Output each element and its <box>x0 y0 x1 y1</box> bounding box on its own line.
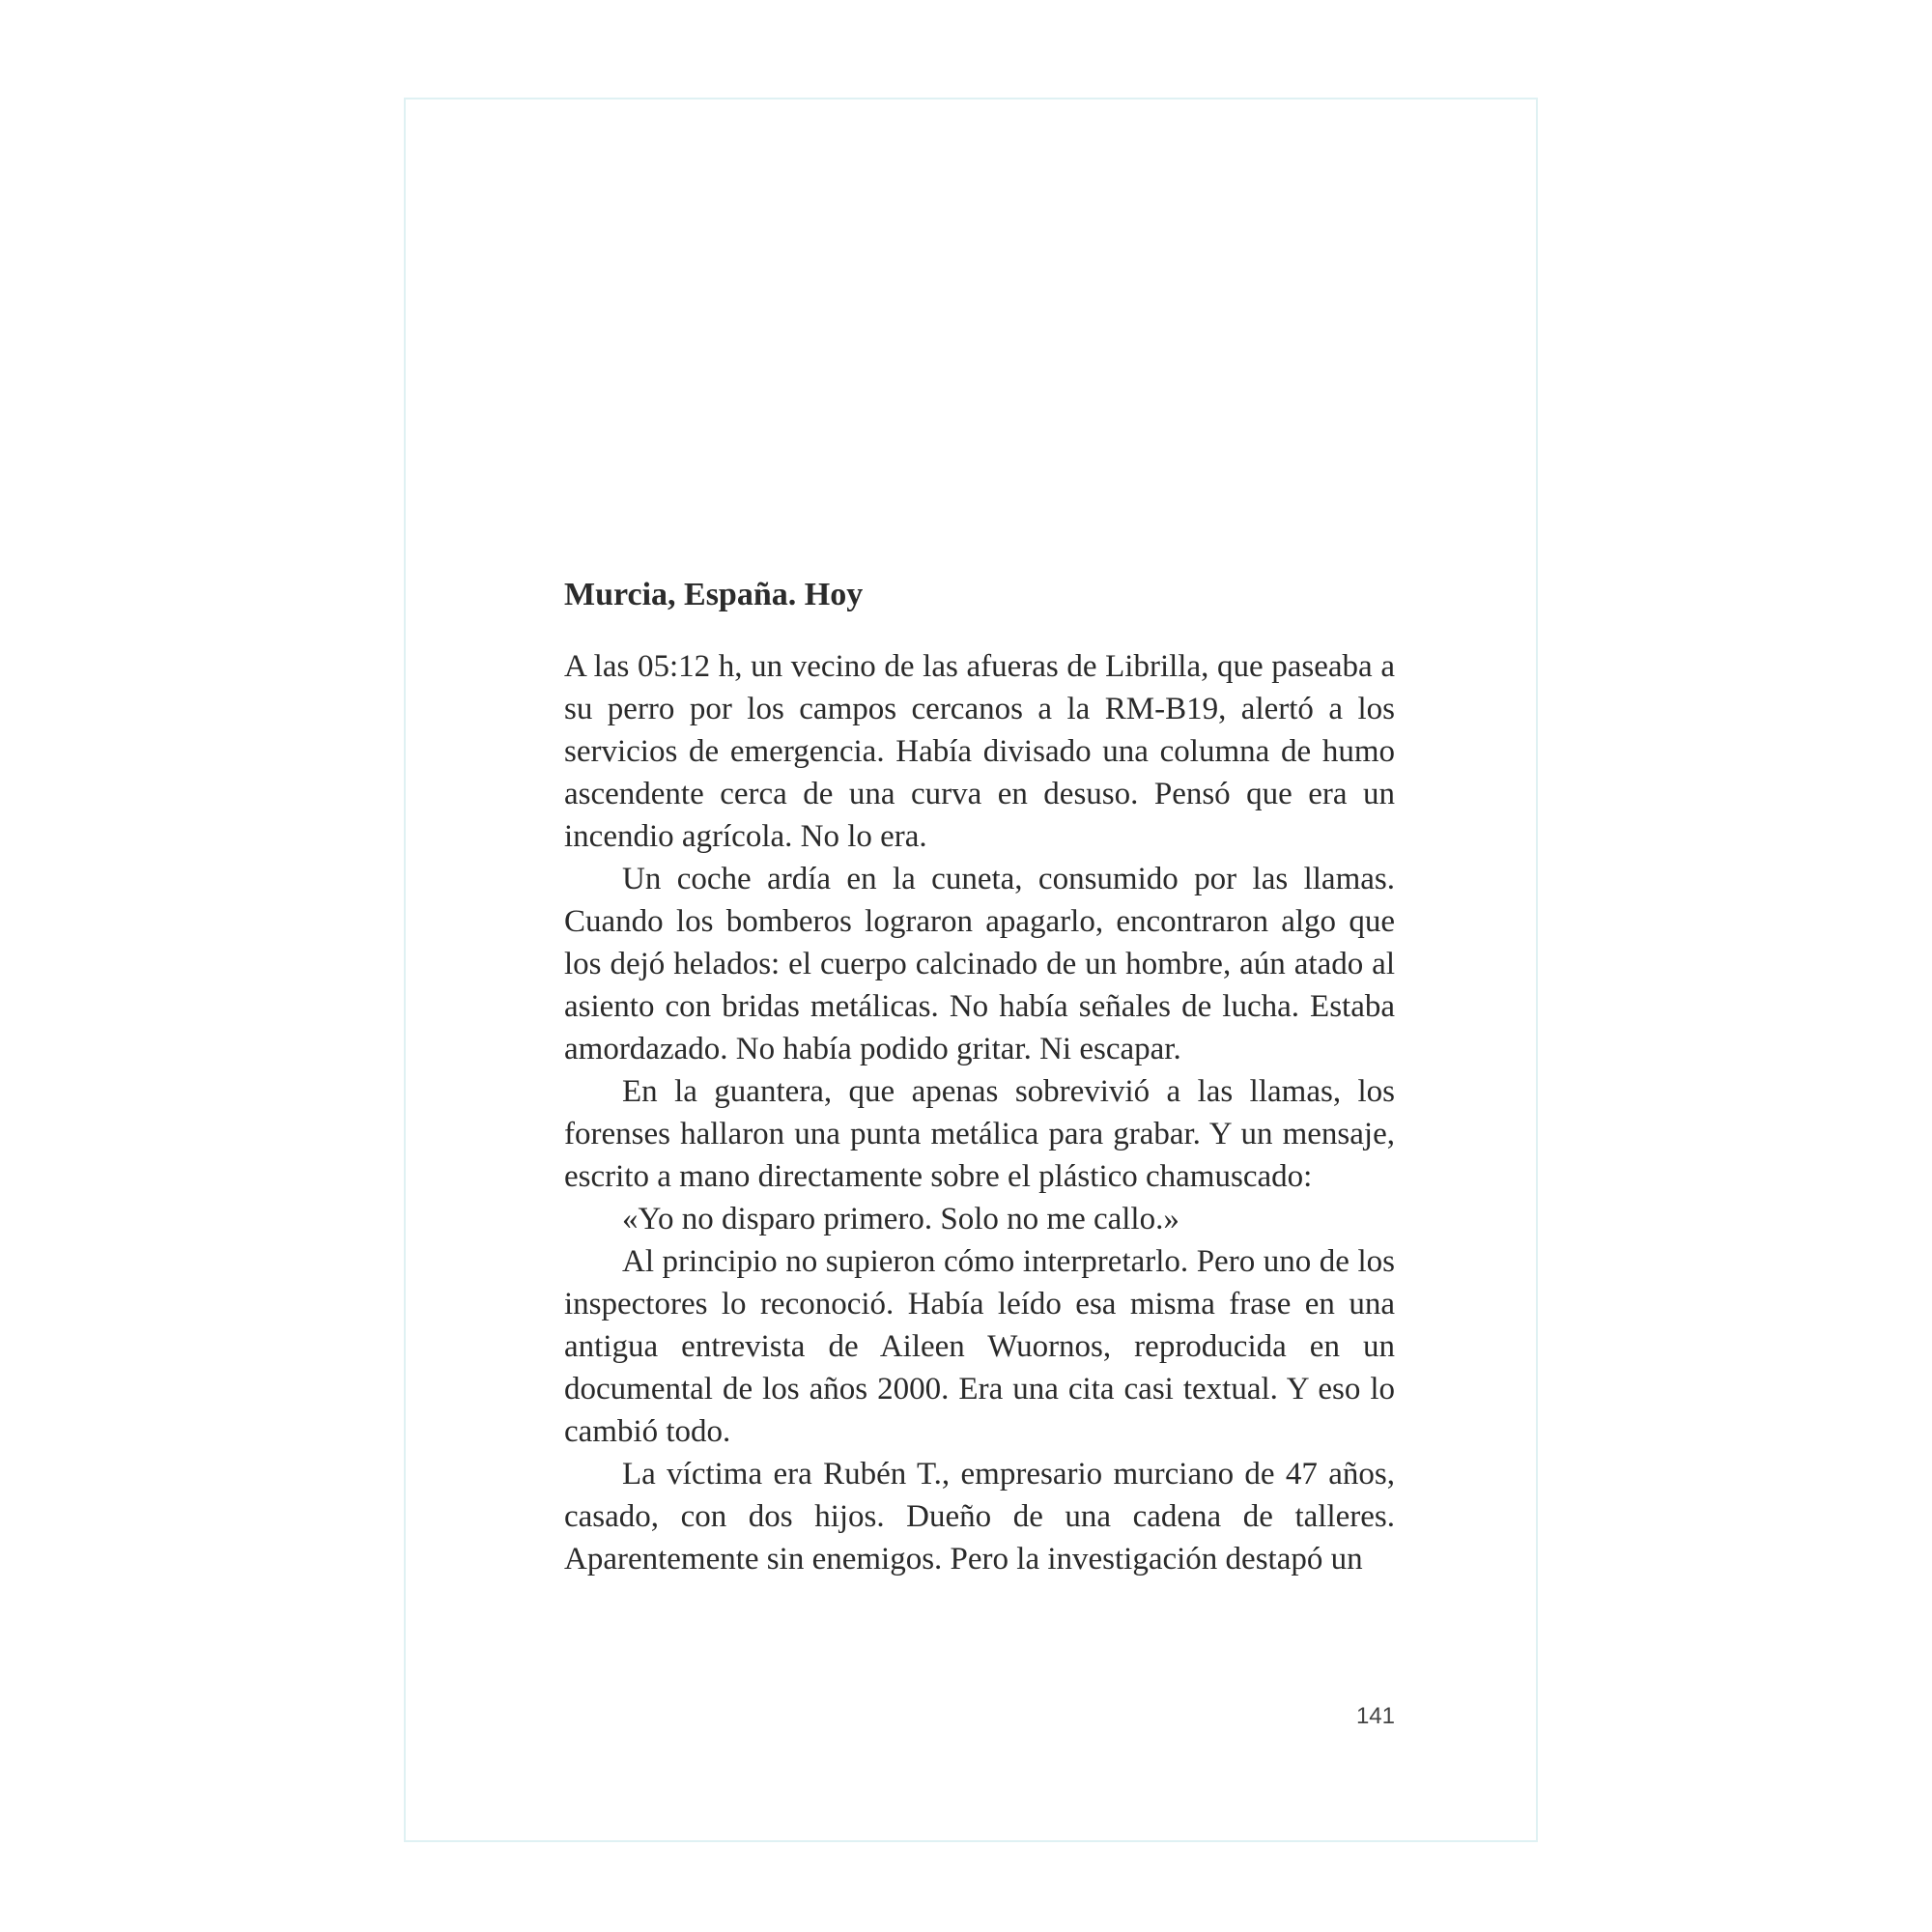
page-text <box>564 568 1395 1580</box>
quote-paragraph: «Yo no disparo primero. Solo no me callo.» <box>622 1202 1179 1236</box>
paragraph-6: La víctima era Rubén T., empresario murciano de 47 años, casado, con dos hijos. Dueño de una cadena de talleres. Aparentemente sin enemigos. Pero la investigación destapó un <box>564 1457 1395 1577</box>
paragraph-2: Un coche ardía en la cuneta, consumido por las llamas. Cuando los bomberos lograron apagarlo, encontraron algo que los dejó helados: el cuerpo calcinado de un hombre, aún atado al asiento con bridas metálicas. No había señales de lucha. Estaba amordazado. No había podido gritar. Ni escapar. <box>564 862 1395 1066</box>
page-number: 141 <box>1355 1703 1395 1729</box>
paragraph-5: Al principio no supieron cómo interpretarlo. Pero uno de los inspectores lo reconoció. Había leído esa misma frase en una antigua entrevista de Aileen Wuornos, reproducida en un documental de los años 2000. Era una cita casi textual. Y eso lo cambió todo. <box>564 1244 1395 1449</box>
section-heading: Murcia, España. Hoy <box>564 577 864 612</box>
body-text <box>564 645 1395 1580</box>
paragraph-1: A las 05:12 h, un vecino de las afueras de Librilla, que paseaba a su perro por los campos cercanos a la RM-B19, alertó a los servicios de emergencia. Había divisado una columna de humo ascendente cerca de una curva en desuso. Pensó que era un incendio agrícola. No lo era. <box>564 649 1395 854</box>
paragraph-3: En la guantera, que apenas sobrevivió a las llamas, los forenses hallaron una punta metálica para grabar. Y un mensaje, escrito a mano directamente sobre el plástico chamuscado: <box>564 1074 1395 1194</box>
